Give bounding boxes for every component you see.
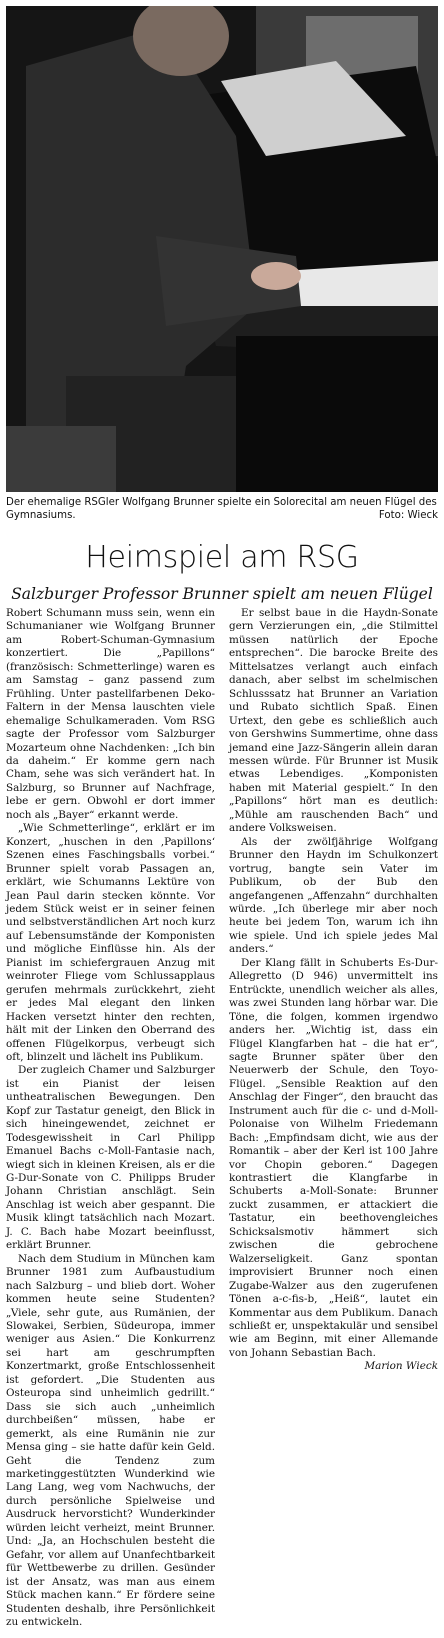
paragraph: Der Klang fällt in Schuberts Es-Dur-Allegretto (D 946) unvermittelt ins Entrückte, unendlich weicher als alles, was zwei Stunden lang hörbar war. Die Töne, die folgen, kommen irgendwo anders her. „Wichtig ist, dass ein Flügel Klangfarben hat – die hat er“, sagte Brunner später über den Neuerwerb der Schule, den Toyo-Flügel. „Sensible Reaktion auf den Anschlag der Finger“, den braucht das Instrument auch für die c- und d-Moll-Polonaise von Wilhelm Friedemann Bach: „Empfindsam dicht, wie aus der Romantik – aber der Kerl ist 100 Jahre vor Chopin geboren.“ Dagegen kontrastiert die Klangfarbe in Schuberts a-Moll-Sonate: Brunner zuckt zusammen, er attackiert die Tastatur, ein beethovengleiches Schicksalsmotiv hämmert sich zwischen die gebrochene Walzerseligkeit. Ganz spontan improvisiert Brunner noch einen Zugabe-Walzer aus den zugerufenen Tönen a-c-fis-b, „Heiß“, lautet ein Kommentar aus dem Publikum. Danach schließt er, unspektakulär und sensibel wie am Beginn, mit einer Allemande von Johann Sebastian Bach. xyxy=(229,956,438,1359)
paragraph: Robert Schumann muss sein, wenn ein Schumanianer wie Wolfgang Brunner am Robert-Schuman-Gymnasium konzertiert. Die „Papillons“ (französisch: Schmetterlinge) waren es am Samstag – ganz passend zum Frühling. Unter pastellfarbenen Deko-Faltern in der Mensa lauschten viele ehemalige Schulkameraden. Vom RSG sagte der Professor vom Salzburger Mozarteum ohne Nachdenken: „Ich bin da daheim.“ Er komme gern nach Cham, sehe was sich verändert hat. In Salzburg, so Brunner auf Nachfrage, lebe er gern. Obwohl er dort immer noch als „Bayer“ erkannt werde. xyxy=(6,607,215,821)
paragraph: Nach dem Studium in München kam Brunner 1981 zum Aufbaustudium nach Salzburg – und blieb dort. Woher kommen heute seine Studenten? „Viele, sehr gute, aus Rumänien, der Slowakei, Serbien, Südeuropa, immer weniger aus Asien.“ Die Konkurrenz sei hart am geschrumpften Konzertmarkt, große Entschlossenheit ist gefordert. „Die Studenten aus Osteuropa sind unheimlich gedrillt.“ Dass sie sich auch „unheimlich durchbeißen“ müssen, habe er gemerkt, als eine Rumänin nie zur Mensa ging – sie hatte dafür kein Geld. Geht die Tendenz zum marketinggestützten Wunderkind wie Lang Lang, weg vom Nachwuchs, der durch persönliche Spielweise und Ausdruck hervorsticht? Wunderkinder würden leicht verheizt, meint Brunner. Und: „Ja, an Hochschulen besteht die Gefahr, vor allem auf Unanfechtbarkeit für Wettbewerbe zu drillen. Gesünder ist der Ansatz, was man aus einem Stück machen kann.“ Er fördere seine Studenten deshalb, ihre Persönlichkeit zu entwickeln. xyxy=(6,1252,215,1628)
pianist-photo-illustration xyxy=(6,6,438,492)
paragraph: „Wie Schmetterlinge“, erklärt er im Konzert, „huschen in den ‚Papillons‘ Szenen eines Faschingsballs vorbei.“ Brunner spielt vorab Passagen an, erklärt, wie Schumanns Lektüre von Jean Paul darin stecken könnte. Vor jedem Stück weist er in seiner feinen und selbstverständlichen Art noch kurz auf Lebensumstände der Komponisten und mögliche Einflüsse hin. Als der Pianist im schiefergrauen Anzug mit weinroter Fliege vom Schlussapplaus gerufen mehrmals zurückkehrt, zieht er jedes Mal elegant den linken Hacken versetzt hinter den rechten, hält mit der Linken den Oberrand des offenen Flügelkorpus, verbeugt sich oft, blinzelt und lächelt ins Publikum. xyxy=(6,822,215,1063)
author-byline: Marion Wieck xyxy=(364,1360,438,1373)
concert-photo xyxy=(6,6,438,492)
article-headline: Heimspiel am RSG xyxy=(85,540,359,575)
paragraph: Als der zwölfjährige Wolfgang Brunner den Haydn im Schulkonzert vortrug, bangte sein Vater im Publikum, ob der Bub den angefangenen „Affenzahn“ durchhalten würde. „Ich überlege mir aber noch heute bei jedem Ton, warum ich ihn wie spiele. Und ich spiele jedes Mal anders.“ xyxy=(229,835,438,956)
paragraph: Der zugleich Chamer und Salzburger ist ein Pianist der leisen untheatralischen Bewegungen. Den Kopf zur Tastatur geneigt, den Blick in sich hineingewendet, zeichnet er Todesgewissheit in Carl Philipp Emanuel Bachs c-Moll-Fantasie nach, wiegt sich in kleinen Kreisen, als er die G-Dur-Sonate von C. Philipps Bruder Johann Christian anschlägt. Sein Anschlag ist weich aber gespannt. Die Musik klingt tatsächlich nach Mozart. J. C. Bach habe Mozart beeinflusst, erklärt Brunner. xyxy=(6,1064,215,1252)
article-body xyxy=(6,607,438,1633)
photo-caption xyxy=(6,496,438,522)
article-subheadline: Salzburger Professor Brunner spielt am neuen Flügel xyxy=(11,585,433,603)
paragraph: Er selbst baue in die Haydn-Sonate gern Verzierungen ein, „die Stilmittel müssen natürlich der Epoche entsprechen“. Die barocke Breite des Mittelsatzes verlangt auch einfach danach, aber selbst im schelmischen Schlusssatz hat Brunner an Variation und Rubato sichtlich Spaß. Einen Urtext, den gebe es schließlich auch von Gershwins Summertime, ohne dass jemand eine Jazz-Sängerin allein daran messen würde. Für Brunner ist Musik etwas Lebendiges. „Komponisten haben mit Material gespielt.“ In den „Papillons“ hört man es deutlich: „Mühle am rauschenden Bach“ und andere Volksweisen. xyxy=(229,607,438,835)
caption-text: Der ehemalige RSGler Wolfgang Brunner spielte ein Solorecital am neuen Flügel des Gymnasiums. xyxy=(6,497,437,521)
photo-credit: Foto: Wieck xyxy=(378,510,438,521)
